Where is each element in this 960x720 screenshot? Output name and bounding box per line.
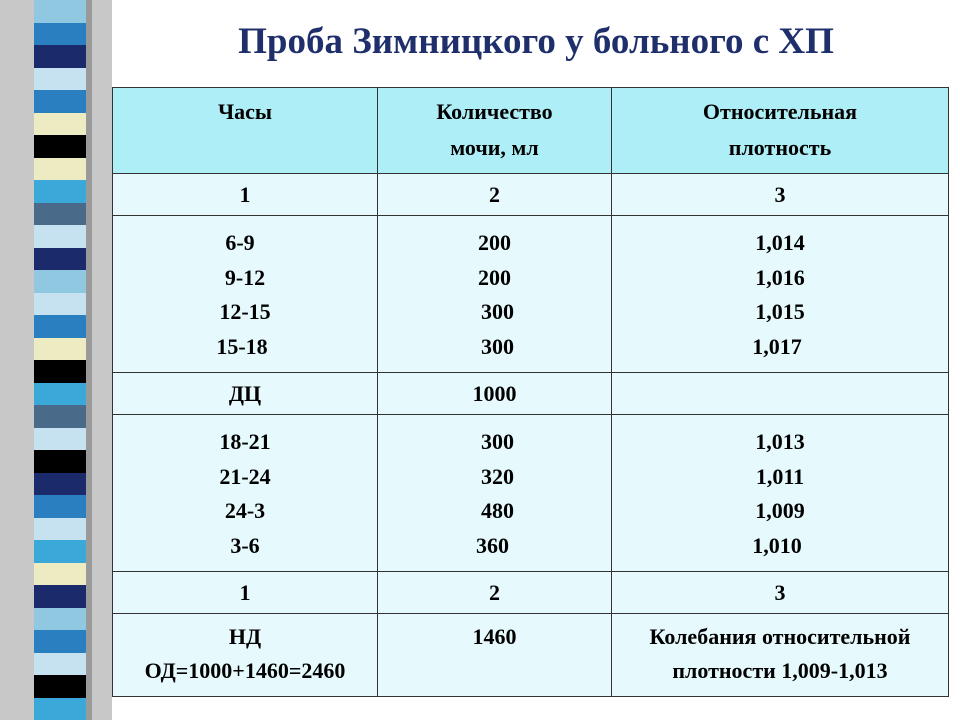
stripe-segment: [34, 428, 86, 451]
stripe-segment: [34, 360, 86, 383]
hours-value: 24-3: [224, 498, 266, 523]
volume-value: 200: [478, 230, 511, 255]
hours-value: 3-6: [230, 532, 260, 558]
day-total-volume: 1000: [378, 373, 612, 415]
stripe-segment: [34, 225, 86, 248]
decorative-stripes: [34, 0, 86, 720]
volume-value: 300: [481, 299, 514, 324]
night-volume-cell: [378, 415, 612, 572]
table-row: [113, 415, 949, 572]
stripe-segment: [34, 653, 86, 676]
stripe-segment: [34, 608, 86, 631]
volume-value: 480: [481, 498, 514, 523]
col-number-cell: 3: [612, 572, 949, 614]
stripe-segment: [34, 135, 86, 158]
stripe-segment: [34, 180, 86, 203]
col-number-cell: 1: [113, 174, 378, 216]
stripe-segment: [34, 630, 86, 653]
density-value: 1,009: [755, 498, 805, 523]
total-formula: ОД=1000+1460=2460: [144, 658, 346, 683]
stripe-segment: [34, 518, 86, 541]
stripe-segment: [34, 315, 86, 338]
table-row: [113, 572, 949, 614]
hours-value: 6-9: [225, 230, 255, 255]
stripe-segment: [34, 338, 86, 361]
day-total-density: [612, 373, 949, 415]
hours-value: 18-21: [219, 429, 271, 454]
stripe-segment: [34, 495, 86, 518]
volume-value: 360: [476, 532, 509, 558]
day-volume-cell: [378, 216, 612, 373]
hours-value: 15-18: [216, 333, 268, 359]
stripe-segment: [34, 473, 86, 496]
night-density-cell: [612, 415, 949, 572]
stripe-segment: [34, 675, 86, 698]
stripe-segment: [34, 383, 86, 406]
table-row: [113, 373, 949, 415]
stripe-segment: [34, 450, 86, 473]
density-range-line2: плотности 1,009-1,013: [672, 658, 888, 683]
hours-value: 9-12: [224, 264, 266, 290]
header-density: Относительная плотность: [612, 88, 949, 174]
night-total-volume: 1460: [378, 614, 612, 697]
density-value: 1,010: [752, 532, 802, 558]
stripe-segment: [34, 293, 86, 316]
stripe-segment: [34, 248, 86, 271]
slide-title: Проба Зимницкого у больного с ХП: [238, 21, 834, 62]
table-row: [113, 216, 949, 373]
stripe-segment: [34, 23, 86, 46]
stripe-segment: [34, 540, 86, 563]
density-value: 1,011: [755, 463, 805, 489]
hours-value: 12-15: [219, 299, 271, 324]
density-value: 1,017: [752, 333, 802, 359]
decorative-stripe-shadow: [86, 0, 92, 720]
col-number-cell: 2: [378, 572, 612, 614]
zimnitsky-table: [112, 87, 949, 697]
stripe-segment: [34, 113, 86, 136]
night-hours-cell: [113, 415, 378, 572]
hours-value: 21-24: [219, 463, 271, 489]
stripe-segment: [34, 90, 86, 113]
density-value: 1,014: [755, 230, 805, 255]
volume-value: 300: [481, 429, 514, 454]
density-value: 1,013: [755, 429, 805, 454]
night-total-label: НД: [228, 624, 262, 649]
stripe-segment: [34, 585, 86, 608]
volume-value: 200: [478, 264, 511, 290]
density-range-line1: Колебания относительной: [649, 624, 911, 649]
summary-density-cell: [612, 614, 949, 697]
stripe-segment: [34, 203, 86, 226]
col-number-cell: 1: [113, 572, 378, 614]
col-number-cell: 2: [378, 174, 612, 216]
col-number-cell: 3: [612, 174, 949, 216]
stripe-segment: [34, 563, 86, 586]
stripe-segment: [34, 0, 86, 23]
volume-value: 320: [481, 463, 514, 489]
density-value: 1,016: [755, 264, 805, 290]
stripe-segment: [34, 45, 86, 68]
density-value: 1,015: [755, 299, 805, 324]
summary-label-cell: [113, 614, 378, 697]
header-volume: Количество мочи, мл: [378, 88, 612, 174]
stripe-segment: [34, 405, 86, 428]
header-hours: Часы: [113, 88, 378, 174]
stripe-segment: [34, 158, 86, 181]
day-hours-cell: [113, 216, 378, 373]
stripe-segment: [34, 68, 86, 91]
volume-value: 300: [481, 333, 514, 359]
stripe-segment: [34, 270, 86, 293]
stripe-segment: [34, 698, 86, 720]
table-row: [113, 174, 949, 216]
table-row: [113, 614, 949, 697]
day-total-label: ДЦ: [113, 373, 378, 415]
day-density-cell: [612, 216, 949, 373]
